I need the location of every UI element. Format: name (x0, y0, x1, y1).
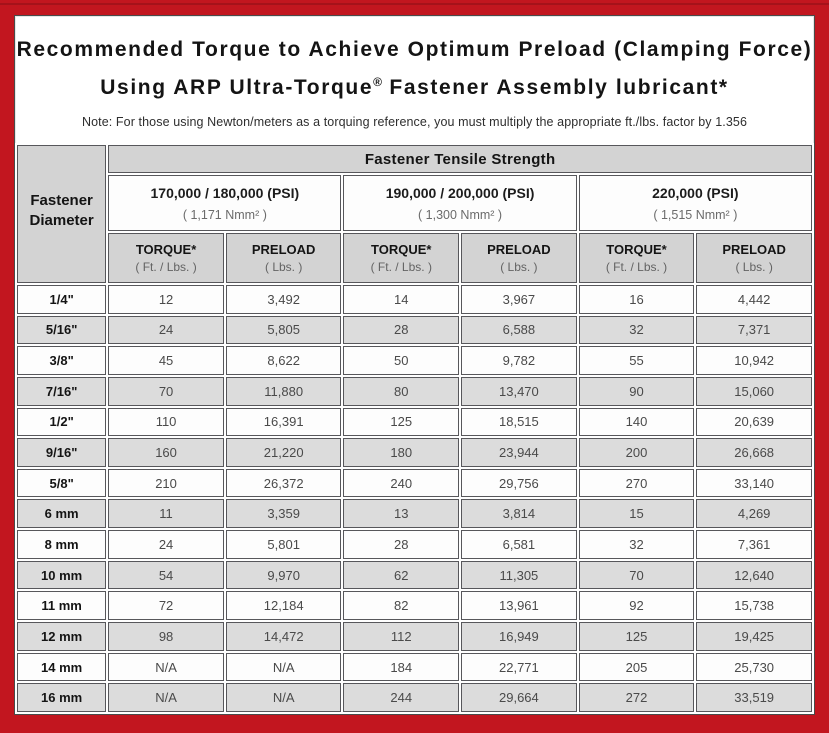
registered-trademark-symbol: ® (373, 75, 382, 89)
torque-cell: 140 (579, 408, 695, 437)
fastener-diameter-cell: 3/8" (17, 346, 106, 375)
torque-cell: 32 (579, 530, 695, 559)
psi-group-row (17, 175, 812, 231)
psi-group-220 (579, 175, 812, 231)
torque-cell: 180 (343, 438, 459, 467)
preload-cell: 14,472 (226, 622, 342, 651)
masthead (15, 16, 814, 143)
nmm2-label: ( 1,515 Nmm² ) (653, 207, 738, 222)
tensile-strength-header: Fastener Tensile Strength (108, 145, 812, 173)
table-row (17, 469, 812, 498)
fastener-diameter-cell: 6 mm (17, 499, 106, 528)
fastener-diameter-cell: 5/16" (17, 316, 106, 345)
preload-cell: 9,970 (226, 561, 342, 590)
torque-cell: 24 (108, 530, 224, 559)
table-row (17, 530, 812, 559)
torque-cell: 13 (343, 499, 459, 528)
torque-cell: 110 (108, 408, 224, 437)
preload-cell: 19,425 (696, 622, 812, 651)
preload-cell: 9,782 (461, 346, 577, 375)
torque-cell: 244 (343, 683, 459, 712)
page-title-line2 (15, 66, 814, 104)
torque-cell: 125 (343, 408, 459, 437)
preload-cell: 11,305 (461, 561, 577, 590)
preload-cell: 21,220 (226, 438, 342, 467)
torque-cell: 14 (343, 285, 459, 314)
table-row (17, 377, 812, 406)
preload-label: PRELOAD (722, 242, 786, 257)
fastener-diameter-header-text: Fastener Diameter (29, 191, 94, 229)
torque-cell: 125 (579, 622, 695, 651)
preload-cell: 29,756 (461, 469, 577, 498)
preload-cell: 29,664 (461, 683, 577, 712)
preload-cell: 3,814 (461, 499, 577, 528)
preload-unit: ( Lbs. ) (500, 260, 538, 274)
preload-cell: 12,184 (226, 591, 342, 620)
fastener-diameter-cell: 10 mm (17, 561, 106, 590)
preload-cell: 23,944 (461, 438, 577, 467)
fastener-diameter-cell: 12 mm (17, 622, 106, 651)
preload-cell: 16,391 (226, 408, 342, 437)
fastener-diameter-cell: 16 mm (17, 683, 106, 712)
preload-cell: 33,140 (696, 469, 812, 498)
content-panel (14, 15, 815, 715)
torque-unit: ( Ft. / Lbs. ) (605, 260, 668, 274)
preload-column-header (696, 233, 812, 283)
preload-cell: 13,961 (461, 591, 577, 620)
preload-unit: ( Lbs. ) (264, 260, 303, 274)
psi-group-170-180 (108, 175, 341, 231)
torque-cell: 24 (108, 316, 224, 345)
preload-unit: ( Lbs. ) (735, 260, 773, 274)
torque-unit: ( Ft. / Lbs. ) (135, 260, 197, 274)
preload-cell: 10,942 (696, 346, 812, 375)
preload-cell: 8,622 (226, 346, 342, 375)
preload-cell: 12,640 (696, 561, 812, 590)
torque-cell: N/A (108, 653, 224, 682)
preload-cell: 4,269 (696, 499, 812, 528)
preload-cell: 5,805 (226, 316, 342, 345)
preload-cell: 3,967 (461, 285, 577, 314)
table-row (17, 683, 812, 712)
preload-cell: 3,492 (226, 285, 342, 314)
table-row (17, 622, 812, 651)
preload-cell: 25,730 (696, 653, 812, 682)
fastener-diameter-cell: 1/4" (17, 285, 106, 314)
table-row (17, 408, 812, 437)
preload-cell: 6,581 (461, 530, 577, 559)
preload-cell: N/A (226, 683, 342, 712)
torque-cell: 160 (108, 438, 224, 467)
torque-cell: 50 (343, 346, 459, 375)
tensile-strength-header-row (17, 145, 812, 173)
torque-cell: 210 (108, 469, 224, 498)
torque-column-header (343, 233, 459, 283)
torque-cell: 112 (343, 622, 459, 651)
fastener-diameter-cell: 8 mm (17, 530, 106, 559)
torque-cell: 12 (108, 285, 224, 314)
preload-cell: 16,949 (461, 622, 577, 651)
torque-cell: 240 (343, 469, 459, 498)
psi-label: 190,000 / 200,000 (PSI) (385, 184, 535, 201)
torque-cell: 205 (579, 653, 695, 682)
fastener-diameter-cell: 7/16" (17, 377, 106, 406)
torque-preload-table (15, 143, 814, 714)
page-title-line1: Recommended Torque to Achieve Optimum Preload (Clamping Force) (16, 38, 813, 61)
table-row (17, 499, 812, 528)
torque-cell: 15 (579, 499, 695, 528)
torque-cell: 200 (579, 438, 695, 467)
table-row (17, 561, 812, 590)
fastener-diameter-cell: 14 mm (17, 653, 106, 682)
table-row (17, 591, 812, 620)
torque-label: TORQUE* (606, 242, 667, 257)
fastener-diameter-cell: 5/8" (17, 469, 106, 498)
fastener-diameter-header (17, 145, 106, 283)
preload-cell: 4,442 (696, 285, 812, 314)
torque-cell: 90 (579, 377, 695, 406)
preload-cell: 7,361 (696, 530, 812, 559)
torque-unit: ( Ft. / Lbs. ) (370, 260, 432, 274)
preload-cell: N/A (226, 653, 342, 682)
table-row (17, 346, 812, 375)
preload-cell: 26,668 (696, 438, 812, 467)
preload-label: PRELOAD (487, 242, 551, 257)
psi-group-190-200 (343, 175, 576, 231)
torque-cell: 32 (579, 316, 695, 345)
preload-cell: 5,801 (226, 530, 342, 559)
nmm2-label: ( 1,300 Nmm² ) (418, 207, 503, 222)
torque-cell: 92 (579, 591, 695, 620)
preload-cell: 20,639 (696, 408, 812, 437)
torque-cell: 80 (343, 377, 459, 406)
preload-cell: 3,359 (226, 499, 342, 528)
torque-cell: 16 (579, 285, 695, 314)
nmm2-label: ( 1,171 Nmm² ) (182, 207, 267, 222)
torque-cell: 11 (108, 499, 224, 528)
torque-cell: N/A (108, 683, 224, 712)
title-line2-text-after: Fastener Assembly lubricant* (381, 76, 729, 99)
table-row (17, 285, 812, 314)
fastener-diameter-cell: 1/2" (17, 408, 106, 437)
preload-label: PRELOAD (251, 242, 316, 257)
torque-column-header (579, 233, 695, 283)
table-row (17, 653, 812, 682)
preload-cell: 15,738 (696, 591, 812, 620)
torque-cell: 55 (579, 346, 695, 375)
torque-cell: 70 (579, 561, 695, 590)
torque-label: TORQUE* (371, 242, 432, 257)
preload-column-header (461, 233, 577, 283)
torque-cell: 82 (343, 591, 459, 620)
preload-cell: 15,060 (696, 377, 812, 406)
preload-cell: 13,470 (461, 377, 577, 406)
preload-cell: 6,588 (461, 316, 577, 345)
fastener-diameter-cell: 9/16" (17, 438, 106, 467)
fastener-diameter-cell: 11 mm (17, 591, 106, 620)
torque-label: TORQUE* (135, 242, 197, 257)
preload-cell: 26,372 (226, 469, 342, 498)
torque-cell: 270 (579, 469, 695, 498)
torque-cell: 28 (343, 530, 459, 559)
column-header-row (17, 233, 812, 283)
torque-cell: 72 (108, 591, 224, 620)
preload-cell: 22,771 (461, 653, 577, 682)
preload-cell: 18,515 (461, 408, 577, 437)
table-row (17, 438, 812, 467)
torque-cell: 62 (343, 561, 459, 590)
torque-cell: 98 (108, 622, 224, 651)
torque-cell: 54 (108, 561, 224, 590)
torque-cell: 70 (108, 377, 224, 406)
table-row (17, 316, 812, 345)
psi-label: 170,000 / 180,000 (PSI) (150, 184, 300, 201)
psi-label: 220,000 (PSI) (652, 184, 739, 201)
torque-column-header (108, 233, 224, 283)
conversion-note: Note: For those using Newton/meters as a torquing reference, you must multiply the appropriate ft./lbs. factor by 1.356 (81, 115, 747, 129)
preload-column-header (226, 233, 342, 283)
torque-cell: 184 (343, 653, 459, 682)
torque-cell: 272 (579, 683, 695, 712)
preload-cell: 7,371 (696, 316, 812, 345)
torque-cell: 45 (108, 346, 224, 375)
torque-cell: 28 (343, 316, 459, 345)
title-line2-text: Using ARP Ultra-Torque (100, 76, 374, 99)
frame-top-stripe (0, 3, 829, 5)
preload-cell: 11,880 (226, 377, 342, 406)
preload-cell: 33,519 (696, 683, 812, 712)
